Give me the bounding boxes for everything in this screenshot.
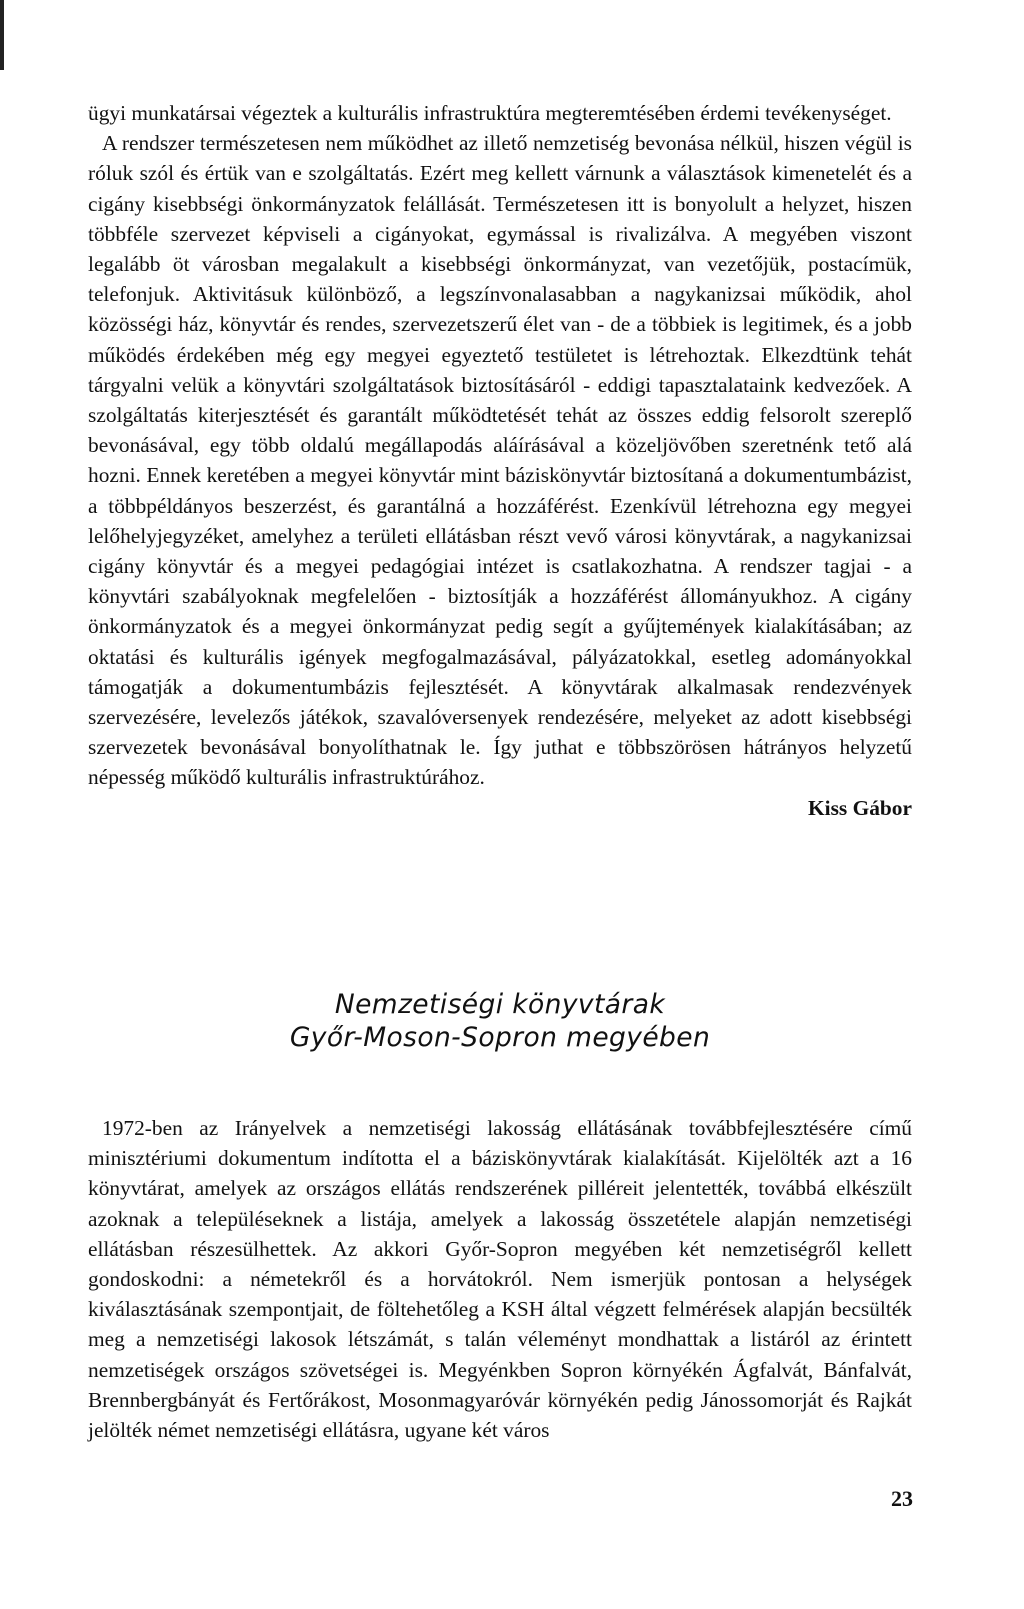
section-title-line-1: Nemzetiségi könyvtárak [334, 989, 666, 1020]
author-signature: Kiss Gábor [808, 795, 912, 820]
section-title-line-2: Győr-Moson-Sopron megyében [289, 1022, 711, 1053]
article-continuation [88, 98, 912, 823]
section-title [88, 988, 912, 1054]
paragraph-main: A rendszer természetesen nem működhet az illető nemzetiség bevonása nélkül, hiszen végül is róluk szól és értük van e szolgáltatás. Ezért meg kellett várnunk a választások kimenetelét és a cigány kisebbségi önkormányzatok felállását. Természetesen itt is bonyolult a helyzet, hiszen többféle szervezet képviseli a cigányokat, egymással is rivalizálva. A megyében viszont legalább öt városban megalakult a kisebbségi önkormányzat, van vezetőjük, postacímük, telefonjuk. Aktivitásuk különböző, a legszínvonalasabban a nagykanizsai működik, ahol közösségi ház, könyvtár és rendes, szervezetszerű élet van - de a többiek is legitimek, és a jobb működés érdekében még egy megyei egyeztető testületet is létrehoztak. Elkezdtünk tehát tárgyalni velük a könyvtári szolgáltatások biztosításáról - eddigi tapasztalataink kedvezőek. A szolgáltatás kiterjesztését és garantált működtetését tehát az összes eddig felsorolt szereplő bevonásával, egy több oldalú megállapodás aláírásával a közeljövőben szeretnénk tető alá hozni. Ennek keretében a megyei könyvtár mint báziskönyvtár biztosítaná a dokumentumbázist, a többpéldányos beszerzést, és garantálná a hozzáférést. Ezenkívül létrehozna egy megyei lelőhelyjegyzéket, amelyhez a területi ellátásban részt vevő városi könyvtárak, a nagykanizsai cigány könyvtár és a megyei pedagógiai intézet is csatlakozhatna. A rendszer tagjai - a könyvtári szabályoknak megfelelően - biztosítják a hozzáférést állományukhoz. A cigány önkormányzatok és a megyei önkormányzat pedig segít a gyűjtemények kialakításában; az oktatási és kulturális igények megfogalmazásával, pályázatokkal, esetleg adományokkal támogatják a dokumentumbázis fejlesztését. A könyvtárak alkalmasak rendezvények szervezésére, levelezős játékok, szavalóversenyek rendezésére, melyeket az adott kisebbségi szervezetek bevonásával bonyolíthatnak le. Így juthat e többszörösen hátrányos helyzetű népesség működő kulturális infrastruktúrához. [88, 131, 912, 790]
page-number: 23 [891, 1486, 913, 1511]
scan-edge-mark [0, 0, 4, 70]
paragraph-continuation: ügyi munkatársai végeztek a kulturális infrastruktúra megteremtésében érdemi tevékenységet. [88, 101, 892, 125]
paragraph-intro: 1972-ben az Irányelvek a nemzetiségi lakosság ellátásának továbbfejlesztésére című minisztériumi dokumentum indította el a báziskönyvtárak kialakítását. Kijelölték azt a 16 könyvtárat, amelyek az országos ellátás rendszerének pilléreit jelentették, továbbá elkészült azoknak a településeknek a listája, amelyek a lakosság összetétele alapján nemzetiségi ellátásban részesülhettek. Az akkori Győr-Sopron megyében két nemzetiségről kellett gondoskodni: a németekről és a horvátokról. Nem ismerjük pontosan a helységek kiválasztásának szempontjait, de föltehetőleg a KSH által végzett felmérések alapján becsülték meg a nemzetiségi lakosok létszámát, s talán véleményt mondhattak a listáról az érintett nemzetiségek országos szövetségei is. Megyénkben Sopron környékén Ágfalvát, Bánfalvát, Brennbergbányát és Fertőrákost, Mosonmagyaróvár környékén pedig Jánossomorját és Rajkát jelölték német nemzetiségi ellátásra, ugyane két város [88, 1116, 912, 1443]
new-article-body [88, 1113, 912, 1445]
